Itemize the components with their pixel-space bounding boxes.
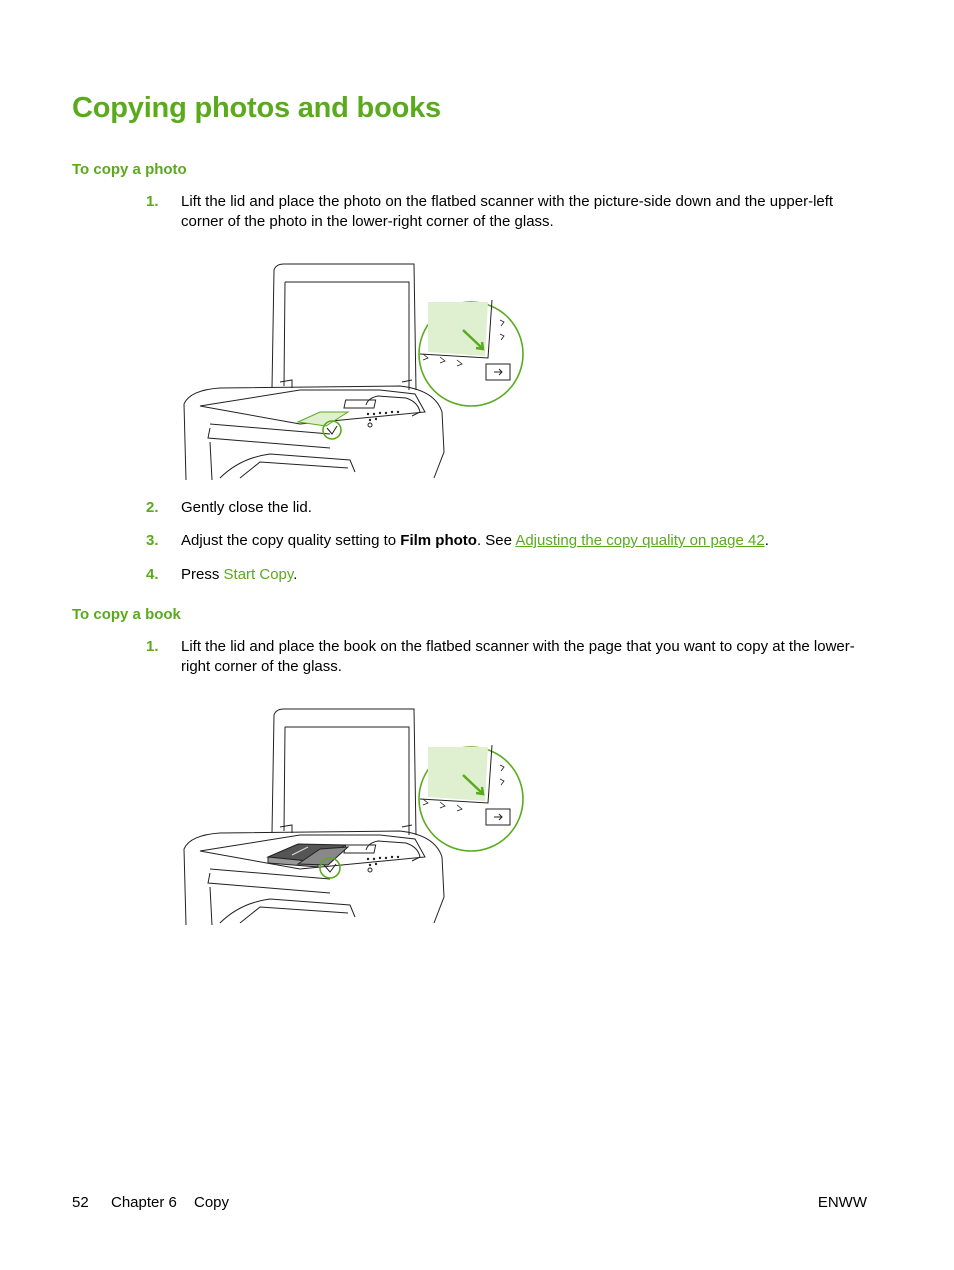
step-number: 1.	[146, 193, 159, 210]
step-photo-4	[146, 565, 866, 585]
section-heading-book: To copy a book	[72, 606, 181, 623]
step-text: Lift the lid and place the book on the flatbed scanner with the page that you want to copy at the lower-right corner of the glass.	[181, 638, 855, 675]
step-text	[181, 531, 866, 551]
step-book-1	[146, 637, 866, 676]
film-photo-setting: Film photo	[400, 532, 477, 549]
scanner-photo-illustration	[180, 262, 530, 485]
step-number: 2.	[146, 499, 159, 516]
page-title: Copying photos and books	[72, 92, 441, 124]
step-text: Gently close the lid.	[181, 499, 312, 516]
section-heading-photo: To copy a photo	[72, 161, 187, 178]
step-text: Lift the lid and place the photo on the flatbed scanner with the picture-side down and the upper-left corner of the photo in the lower-right corner of the glass.	[181, 193, 834, 230]
footer-chapter: Chapter 6	[111, 1194, 177, 1211]
start-copy-term: Start Copy	[223, 566, 294, 583]
step-text	[181, 565, 866, 585]
step-text-after: .	[764, 532, 769, 549]
step-photo-1	[146, 192, 866, 231]
footer-chapter-name: Copy	[194, 1194, 230, 1211]
scanner-book-illustration	[180, 707, 530, 930]
step-text-after: .	[293, 566, 298, 583]
step-text-before: Press	[181, 566, 224, 583]
footer-edition: ENWW	[817, 1194, 867, 1211]
footer-page-number: 52	[72, 1194, 89, 1211]
step-number: 3.	[146, 532, 159, 549]
step-number: 4.	[146, 566, 159, 583]
step-photo-3	[146, 531, 866, 551]
step-photo-2	[146, 498, 866, 518]
step-text-mid: . See	[476, 532, 516, 549]
step-number: 1.	[146, 638, 159, 655]
copy-quality-link[interactable]: Adjusting the copy quality on page 42	[515, 532, 765, 549]
step-text-before: Adjust the copy quality setting to	[181, 532, 401, 549]
